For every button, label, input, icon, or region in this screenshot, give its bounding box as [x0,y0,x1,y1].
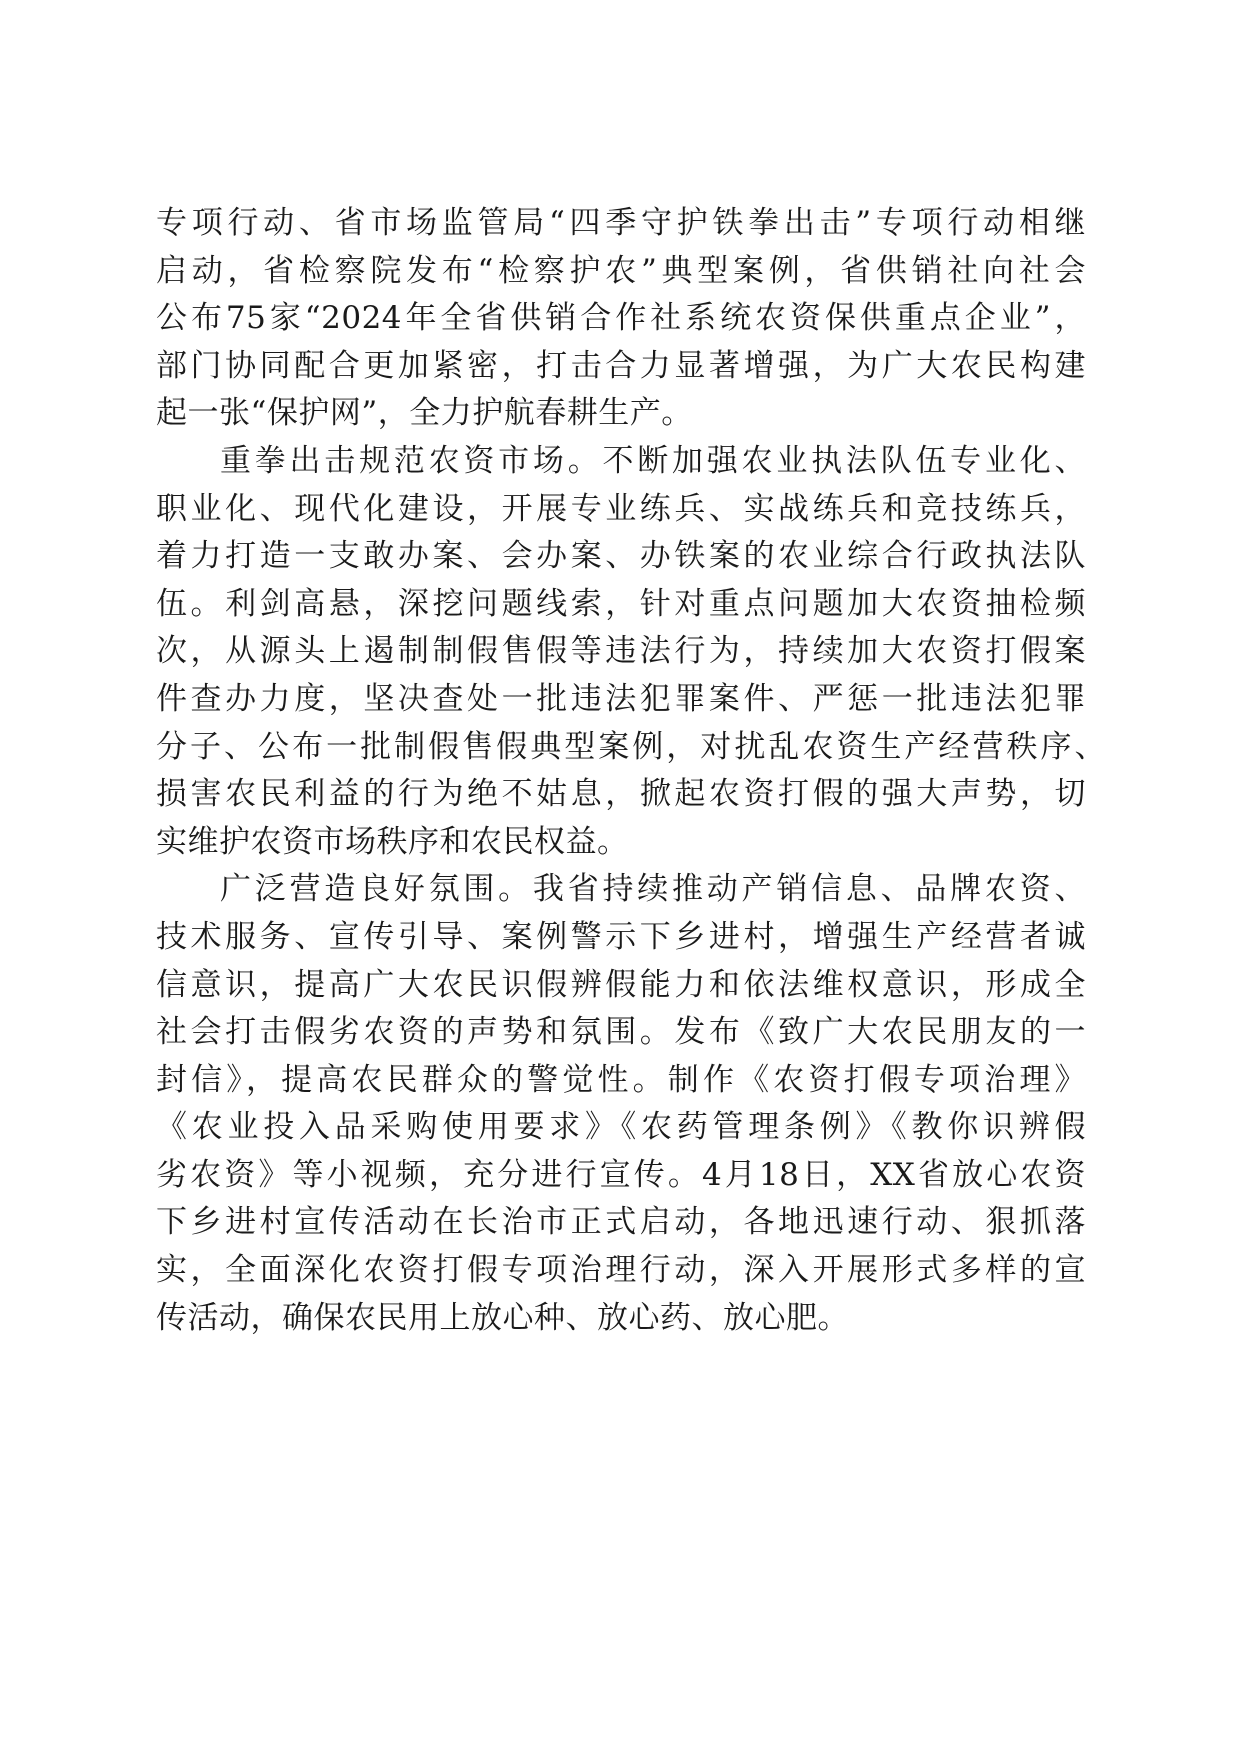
paragraph-2-line-6: 件查办力度，坚决查处一批违法犯罪案件、严惩一批违法犯罪 [156,680,1086,717]
paragraph-1-line-2: 启动，省检察院发布“检察护农”典型案例，省供销社向社会 [156,252,1086,289]
paragraph-3-line-2: 技术服务、宣传引导、案例警示下乡进村，增强生产经营者诚 [156,918,1086,955]
paragraph-3-line-7: 劣农资》等小视频，充分进行宣传。4月18日，XX省放心农资 [156,1156,1086,1193]
paragraph-3-line-5: 封信》，提高农民群众的警觉性。制作《农资打假专项治理》 [156,1061,1086,1098]
paragraph-2-line-7: 分子、公布一批制假售假典型案例，对扰乱农资生产经营秩序、 [156,728,1106,765]
paragraph-1-line-5: 起一张“保护网”，全力护航春耕生产。 [156,395,693,432]
paragraph-2-line-8: 损害农民利益的行为绝不姑息，掀起农资打假的强大声势，切 [156,776,1086,813]
paragraph-2-line-3: 着力打造一支敢办案、会办案、办铁案的农业综合行政执法队 [156,538,1086,575]
body-text [156,200,1106,1342]
paragraph-3-line-8: 下乡进村宣传活动在长治市正式启动，各地迅速行动、狠抓落 [156,1204,1086,1241]
paragraph-1-line-1: 专项行动、省市场监管局“四季守护铁拳出击”专项行动相继 [156,205,1086,241]
paragraph-1-line-3: 公布75家“2024年全省供销合作社系统农资保供重点企业”， [156,300,1086,337]
paragraph-3-line-4: 社会打击假劣农资的声势和氛围。发布《致广大农民朋友的一 [156,1014,1086,1051]
paragraph-2-line-2: 职业化、现代化建设，开展专业练兵、实战练兵和竞技练兵， [156,490,1086,527]
paragraph-2-line-4: 伍。利剑高悬，深挖问题线索，针对重点问题加大农资抽检频 [156,585,1086,622]
paragraph-3-line-9: 实，全面深化农资打假专项治理行动，深入开展形式多样的宣 [156,1252,1086,1289]
paragraph-2-line-5: 次，从源头上遏制制假售假等违法行为，持续加大农资打假案 [156,633,1086,670]
paragraph-3-line-6: 《农业投入品采购使用要求》《农药管理条例》《教你识辨假 [156,1109,1086,1146]
paragraph-2-line-9: 实维护农资市场秩序和农民权益。 [156,823,629,860]
paragraph-1-line-4: 部门协同配合更加紧密，打击合力显著增强，为广大农民构建 [156,347,1086,384]
paragraph-3-line-10: 传活动，确保农民用上放心种、放心药、放心肥。 [156,1299,849,1336]
paragraph-3-line-3: 信意识，提高广大农民识假辨假能力和依法维权意识，形成全 [156,966,1086,1003]
paragraph-3-line-1: 广泛营造良好氛围。我省持续推动产销信息、品牌农资、 [220,871,1086,908]
paragraph-2-line-1: 重拳出击规范农资市场。不断加强农业执法队伍专业化、 [220,442,1086,479]
